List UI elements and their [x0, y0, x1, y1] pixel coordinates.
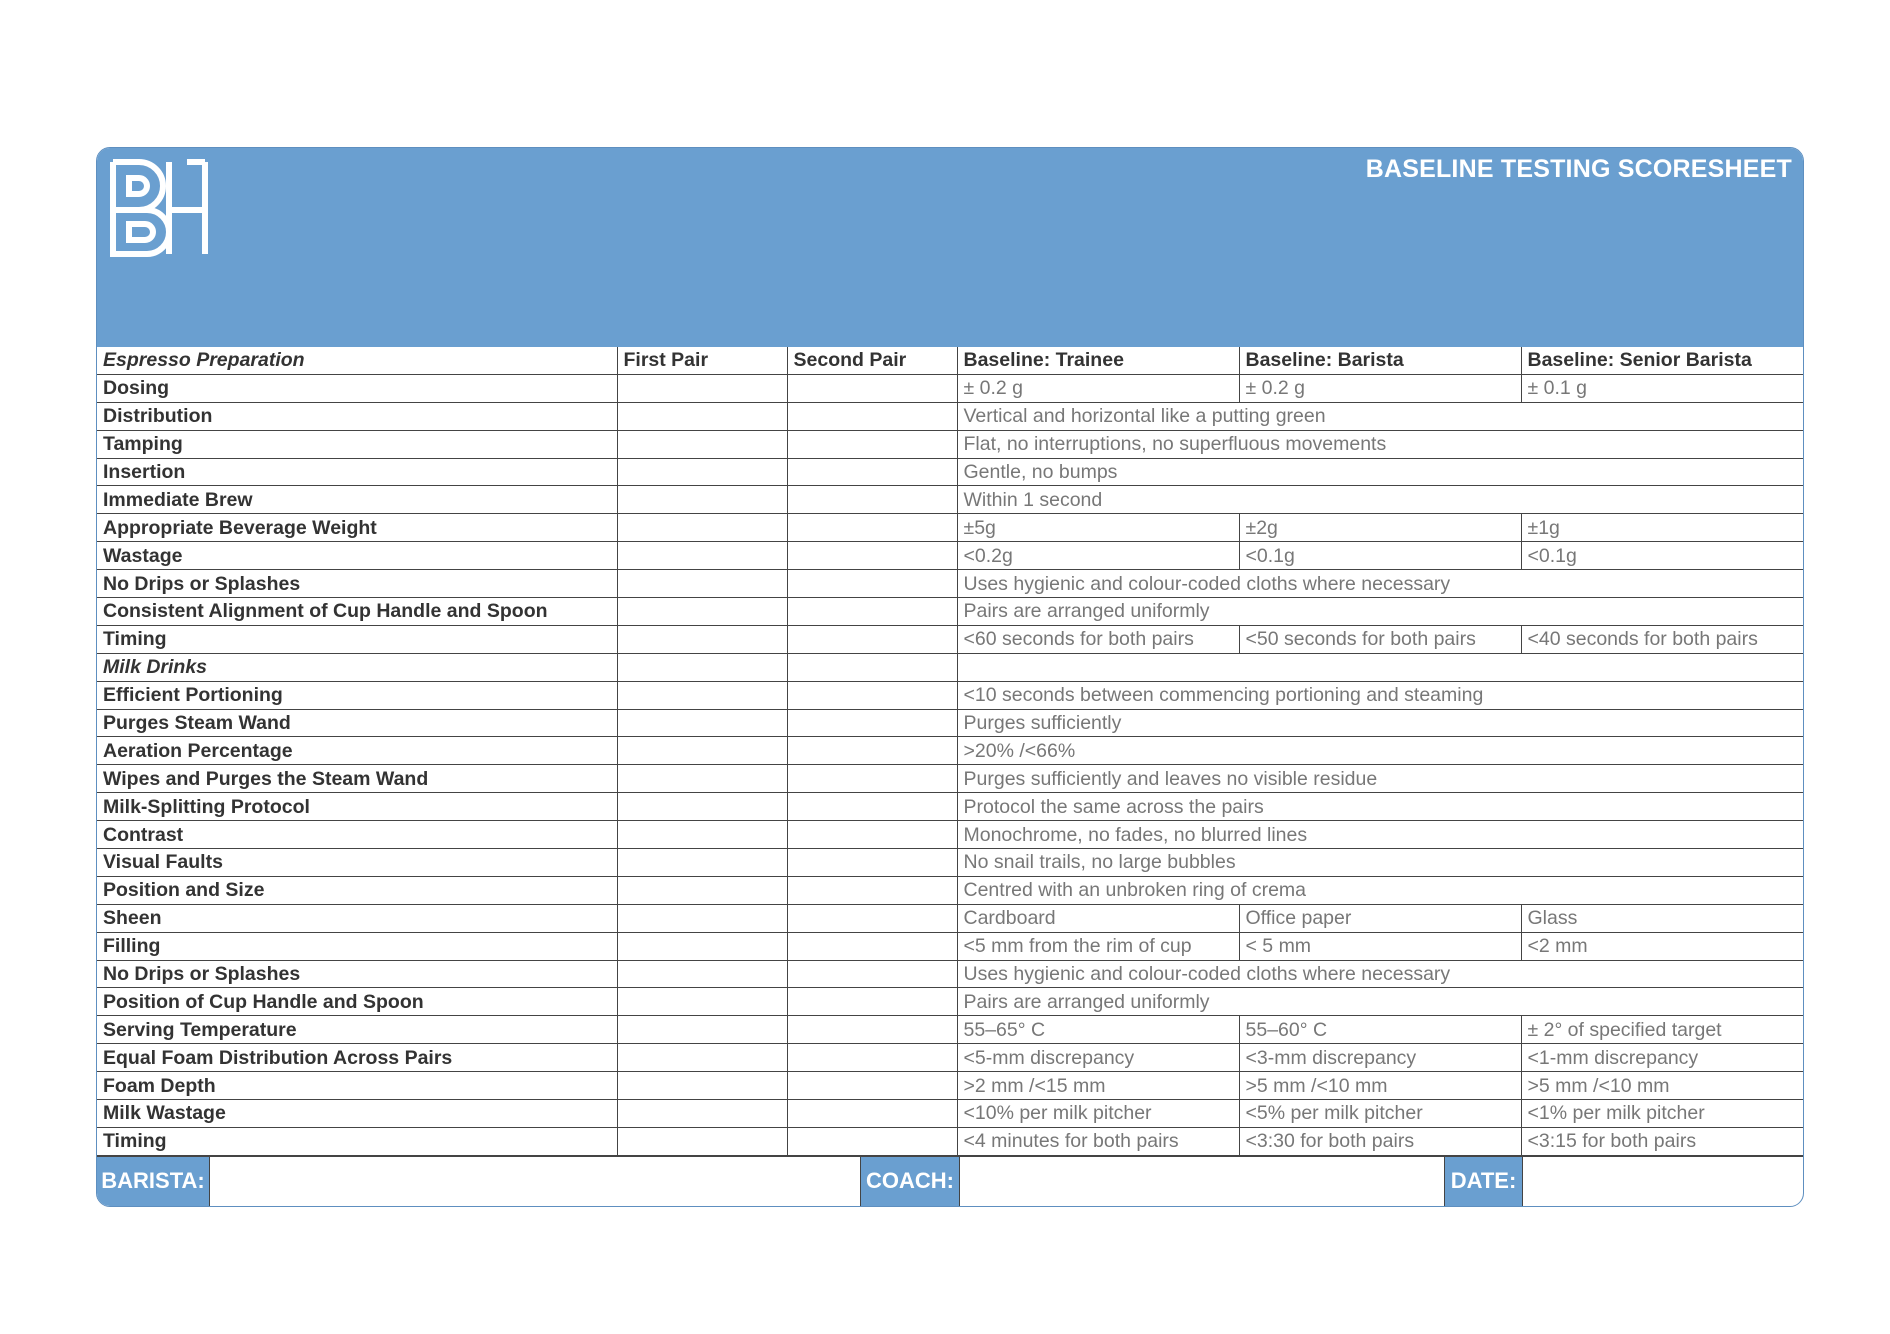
criterion-label: Distribution	[97, 402, 617, 430]
score-cell-second-pair[interactable]	[787, 821, 957, 849]
criterion-label: Foam Depth	[97, 1072, 617, 1100]
baseline-trainee: <5-mm discrepancy	[957, 1044, 1239, 1072]
baseline-barista: >5 mm /<10 mm	[1239, 1072, 1521, 1100]
baseline-senior-barista: <40 seconds for both pairs	[1521, 625, 1803, 653]
baseline-senior-barista: Glass	[1521, 904, 1803, 932]
score-cell-first-pair[interactable]	[617, 737, 787, 765]
baseline-senior-barista: <3:15 for both pairs	[1521, 1127, 1803, 1155]
score-cell-second-pair[interactable]	[787, 793, 957, 821]
table-row	[97, 932, 1803, 960]
baseline-senior-barista: ± 0.1 g	[1521, 374, 1803, 402]
score-cell-first-pair[interactable]	[617, 765, 787, 793]
score-cell-second-pair[interactable]	[787, 1016, 957, 1044]
score-cell-first-pair[interactable]	[617, 904, 787, 932]
table-row	[97, 1072, 1803, 1100]
score-cell-first-pair[interactable]	[617, 430, 787, 458]
table-row	[97, 625, 1803, 653]
score-cell-second-pair[interactable]	[787, 625, 957, 653]
criterion-label: Wipes and Purges the Steam Wand	[97, 765, 617, 793]
criterion-label: Visual Faults	[97, 849, 617, 877]
score-cell-second-pair[interactable]	[787, 1100, 957, 1128]
table-row	[97, 1100, 1803, 1128]
score-cell-second-pair[interactable]	[787, 932, 957, 960]
table-row	[97, 988, 1803, 1016]
baseline-trainee: <0.2g	[957, 542, 1239, 570]
baseline-barista: <0.1g	[1239, 542, 1521, 570]
baseline-trainee: 55–65° C	[957, 1016, 1239, 1044]
baseline-all-levels: Monochrome, no fades, no blurred lines	[957, 821, 1803, 849]
score-cell-first-pair[interactable]	[617, 402, 787, 430]
table-row	[97, 1016, 1803, 1044]
criterion-label: Timing	[97, 625, 617, 653]
table-row	[97, 821, 1803, 849]
section-header-row	[97, 653, 1803, 681]
score-cell-second-pair[interactable]	[787, 737, 957, 765]
baseline-all-levels: Protocol the same across the pairs	[957, 793, 1803, 821]
table-row	[97, 402, 1803, 430]
criterion-label: Sheen	[97, 904, 617, 932]
score-cell-second-pair[interactable]	[787, 681, 957, 709]
score-cell-second-pair[interactable]	[787, 458, 957, 486]
score-cell-second-pair[interactable]	[787, 709, 957, 737]
table-row	[97, 1127, 1803, 1155]
baseline-trainee: <10% per milk pitcher	[957, 1100, 1239, 1128]
baseline-barista: <50 seconds for both pairs	[1239, 625, 1521, 653]
score-cell-first-pair[interactable]	[617, 1016, 787, 1044]
baseline-trainee: ±5g	[957, 514, 1239, 542]
baseline-all-levels: No snail trails, no large bubbles	[957, 849, 1803, 877]
table-row	[97, 1044, 1803, 1072]
criterion-label: No Drips or Splashes	[97, 960, 617, 988]
baseline-senior-barista: >5 mm /<10 mm	[1521, 1072, 1803, 1100]
baseline-trainee: <5 mm from the rim of cup	[957, 932, 1239, 960]
criterion-label: Tamping	[97, 430, 617, 458]
score-cell-second-pair[interactable]	[787, 486, 957, 514]
score-table	[97, 347, 1803, 1156]
criterion-label: Filling	[97, 932, 617, 960]
baseline-trainee: ± 0.2 g	[957, 374, 1239, 402]
score-cell-first-pair[interactable]	[617, 932, 787, 960]
baseline-barista: Office paper	[1239, 904, 1521, 932]
table-row	[97, 765, 1803, 793]
baseline-all-levels: Pairs are arranged uniformly	[957, 598, 1803, 626]
criterion-label: Serving Temperature	[97, 1016, 617, 1044]
baseline-senior-barista: ± 2° of specified target	[1521, 1016, 1803, 1044]
table-row	[97, 458, 1803, 486]
table-row	[97, 793, 1803, 821]
criterion-label: Efficient Portioning	[97, 681, 617, 709]
criterion-label: Dosing	[97, 374, 617, 402]
table-row	[97, 430, 1803, 458]
criterion-label: Immediate Brew	[97, 486, 617, 514]
score-cell-second-pair[interactable]	[787, 876, 957, 904]
date-label: DATE:	[1445, 1157, 1522, 1206]
baseline-senior-barista: <0.1g	[1521, 542, 1803, 570]
score-cell-first-pair[interactable]	[617, 821, 787, 849]
bh-logo-icon	[109, 158, 209, 258]
baseline-all-levels: Within 1 second	[957, 486, 1803, 514]
barista-field[interactable]	[209, 1157, 861, 1206]
baseline-all-levels: Purges sufficiently and leaves no visible residue	[957, 765, 1803, 793]
baseline-barista: <5% per milk pitcher	[1239, 1100, 1521, 1128]
baseline-all-levels: Uses hygienic and colour-coded cloths where necessary	[957, 570, 1803, 598]
baseline-trainee: >2 mm /<15 mm	[957, 1072, 1239, 1100]
score-cell-second-pair[interactable]	[787, 904, 957, 932]
table-row	[97, 904, 1803, 932]
page-title: BASELINE TESTING SCORESHEET	[1365, 155, 1792, 183]
score-cell-first-pair[interactable]	[617, 514, 787, 542]
score-cell-second-pair[interactable]	[787, 402, 957, 430]
score-cell-first-pair[interactable]	[617, 653, 787, 681]
baseline-barista: ±2g	[1239, 514, 1521, 542]
criterion-label: Contrast	[97, 821, 617, 849]
table-row	[97, 374, 1803, 402]
score-cell-second-pair[interactable]	[787, 1044, 957, 1072]
score-cell-second-pair[interactable]	[787, 374, 957, 402]
score-cell-second-pair[interactable]	[787, 570, 957, 598]
table-row	[97, 486, 1803, 514]
scoresheet	[96, 147, 1804, 1207]
score-cell-second-pair[interactable]	[787, 598, 957, 626]
coach-field[interactable]	[959, 1157, 1445, 1206]
column-header: Baseline: Trainee	[957, 347, 1239, 374]
criterion-label: Purges Steam Wand	[97, 709, 617, 737]
table-row	[97, 737, 1803, 765]
table-row	[97, 849, 1803, 877]
score-cell-first-pair[interactable]	[617, 1044, 787, 1072]
score-cell-first-pair[interactable]	[617, 709, 787, 737]
score-cell-second-pair[interactable]	[787, 765, 957, 793]
barista-label: BARISTA:	[97, 1157, 209, 1206]
table-row	[97, 542, 1803, 570]
criterion-label: Appropriate Beverage Weight	[97, 514, 617, 542]
criterion-label: Milk Wastage	[97, 1100, 617, 1128]
baseline-trainee: <60 seconds for both pairs	[957, 625, 1239, 653]
column-header: Baseline: Senior Barista	[1521, 347, 1803, 374]
baseline-senior-barista: <1-mm discrepancy	[1521, 1044, 1803, 1072]
score-cell-first-pair[interactable]	[617, 1100, 787, 1128]
score-cell-first-pair[interactable]	[617, 570, 787, 598]
baseline-all-levels: Gentle, no bumps	[957, 458, 1803, 486]
score-cell-second-pair[interactable]	[787, 988, 957, 1016]
criterion-label: Position and Size	[97, 876, 617, 904]
criterion-label: Aeration Percentage	[97, 737, 617, 765]
section-header-row	[97, 347, 1803, 374]
score-cell-first-pair[interactable]	[617, 458, 787, 486]
score-cell-first-pair[interactable]	[617, 486, 787, 514]
baseline-trainee: Cardboard	[957, 904, 1239, 932]
column-header: First Pair	[617, 347, 787, 374]
blank-cell	[957, 653, 1803, 681]
baseline-all-levels: >20% /<66%	[957, 737, 1803, 765]
baseline-all-levels: <10 seconds between commencing portioning and steaming	[957, 681, 1803, 709]
date-field[interactable]	[1522, 1157, 1803, 1206]
baseline-all-levels: Purges sufficiently	[957, 709, 1803, 737]
baseline-all-levels: Centred with an unbroken ring of crema	[957, 876, 1803, 904]
header-banner	[97, 148, 1803, 347]
score-cell-first-pair[interactable]	[617, 625, 787, 653]
baseline-senior-barista: <2 mm	[1521, 932, 1803, 960]
baseline-barista: < 5 mm	[1239, 932, 1521, 960]
baseline-all-levels: Pairs are arranged uniformly	[957, 988, 1803, 1016]
section-title: Milk Drinks	[97, 653, 617, 681]
baseline-all-levels: Vertical and horizontal like a putting green	[957, 402, 1803, 430]
baseline-barista: <3-mm discrepancy	[1239, 1044, 1521, 1072]
criterion-label: Consistent Alignment of Cup Handle and Spoon	[97, 598, 617, 626]
coach-label: COACH:	[861, 1157, 959, 1206]
table-row	[97, 514, 1803, 542]
baseline-all-levels: Flat, no interruptions, no superfluous movements	[957, 430, 1803, 458]
criterion-label: Milk-Splitting Protocol	[97, 793, 617, 821]
baseline-barista: 55–60° C	[1239, 1016, 1521, 1044]
criterion-label: Equal Foam Distribution Across Pairs	[97, 1044, 617, 1072]
criterion-label: Insertion	[97, 458, 617, 486]
score-cell-first-pair[interactable]	[617, 876, 787, 904]
signature-footer	[97, 1156, 1803, 1206]
score-cell-second-pair[interactable]	[787, 849, 957, 877]
table-row	[97, 681, 1803, 709]
score-cell-first-pair[interactable]	[617, 988, 787, 1016]
baseline-barista: <3:30 for both pairs	[1239, 1127, 1521, 1155]
table-row	[97, 960, 1803, 988]
baseline-barista: ± 0.2 g	[1239, 374, 1521, 402]
score-cell-second-pair[interactable]	[787, 430, 957, 458]
score-cell-second-pair[interactable]	[787, 542, 957, 570]
score-cell-first-pair[interactable]	[617, 849, 787, 877]
score-cell-first-pair[interactable]	[617, 542, 787, 570]
score-cell-second-pair[interactable]	[787, 1127, 957, 1155]
score-cell-first-pair[interactable]	[617, 374, 787, 402]
score-cell-second-pair[interactable]	[787, 514, 957, 542]
baseline-all-levels: Uses hygienic and colour-coded cloths where necessary	[957, 960, 1803, 988]
score-cell-first-pair[interactable]	[617, 1072, 787, 1100]
criterion-label: Position of Cup Handle and Spoon	[97, 988, 617, 1016]
score-cell-first-pair[interactable]	[617, 793, 787, 821]
score-cell-first-pair[interactable]	[617, 681, 787, 709]
baseline-senior-barista: ±1g	[1521, 514, 1803, 542]
table-row	[97, 876, 1803, 904]
column-header: Baseline: Barista	[1239, 347, 1521, 374]
score-cell-second-pair[interactable]	[787, 653, 957, 681]
criterion-label: Timing	[97, 1127, 617, 1155]
table-row	[97, 570, 1803, 598]
table-row	[97, 709, 1803, 737]
table-row	[97, 598, 1803, 626]
score-cell-second-pair[interactable]	[787, 960, 957, 988]
criterion-label: Wastage	[97, 542, 617, 570]
baseline-trainee: <4 minutes for both pairs	[957, 1127, 1239, 1155]
criterion-label: No Drips or Splashes	[97, 570, 617, 598]
score-cell-first-pair[interactable]	[617, 960, 787, 988]
section-title: Espresso Preparation	[97, 347, 617, 374]
score-cell-first-pair[interactable]	[617, 1127, 787, 1155]
baseline-senior-barista: <1% per milk pitcher	[1521, 1100, 1803, 1128]
score-cell-second-pair[interactable]	[787, 1072, 957, 1100]
score-cell-first-pair[interactable]	[617, 598, 787, 626]
column-header: Second Pair	[787, 347, 957, 374]
